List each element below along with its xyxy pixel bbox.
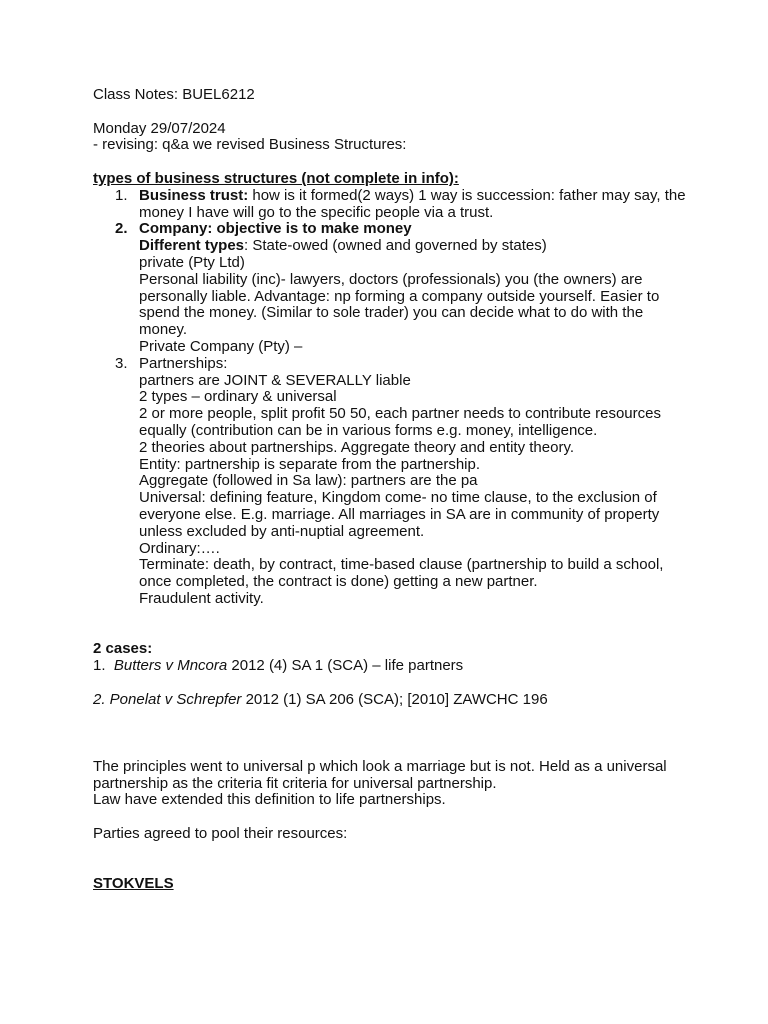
list-number: 1. <box>115 186 128 204</box>
principles-paragraph: The principles went to universal p which look a marriage but is not. Held as a universal partnership as the criteria fit criteria for universal partnership. <box>93 757 667 792</box>
partnership-line: partners are JOINT & SEVERALLY liable <box>139 371 411 389</box>
partnership-line: Aggregate (followed in Sa law): partners are the pa <box>139 472 478 490</box>
company-heading <box>139 221 693 238</box>
list-number: 3. <box>115 354 128 372</box>
list-item-business-trust <box>93 188 693 222</box>
partnership-line: 2 types – ordinary & universal <box>139 388 337 406</box>
partnership-line: Fraudulent activity. <box>139 589 264 607</box>
section-heading <box>93 171 693 188</box>
stokvels-heading-text: STOKVELS <box>93 875 174 893</box>
list-number: 2. <box>115 220 128 238</box>
law-line: Law have extended this definition to life partnerships. <box>93 791 446 809</box>
company-private: private (Pty Ltd) <box>139 253 245 271</box>
class-notes-title: Class Notes: BUEL6212 <box>93 86 255 103</box>
partnership-line: Terminate: death, by contract, time-based clause (partnership to build a school, once completed, the contract is done) getting a new partner. <box>139 556 664 591</box>
case-2-name: 2. Ponelat v Schrepfer <box>93 690 242 708</box>
section-heading-text: types of business structures (not complete in info): <box>93 169 459 187</box>
company-types <box>139 238 693 255</box>
business-trust-body: how is it formed(2 ways) 1 way is succession: father may say, the money I have will go to the specific people via a trust. <box>139 186 686 221</box>
date-line: Monday 29/07/2024 <box>93 119 226 137</box>
document-body <box>93 87 693 893</box>
partnership-line: 2 or more people, split profit 50 50, each partner needs to contribute resources equally (contribution can be in various forms e.g. money, intelligence. <box>139 405 661 439</box>
partnership-line: Universal: defining feature, Kingdom come- no time clause, to the exclusion of everyone else. E.g. marriage. All marriages in SA are in community of property unless excluded by anti-nuptial agreement. <box>139 489 660 540</box>
company-types-body: : State-owed (owned and governed by states) <box>244 237 547 255</box>
cases-heading <box>93 641 693 658</box>
list-item-company <box>93 221 693 355</box>
case-1-number: 1. <box>93 657 106 675</box>
business-trust-text <box>139 188 693 222</box>
case-1 <box>93 658 693 675</box>
case-1-name: Butters v Mncora <box>113 657 228 675</box>
company-heading-text: Company: objective is to make money <box>139 220 412 238</box>
list-item-partnerships <box>93 356 693 608</box>
revising-line: - revising: q&a we revised Business Structures: <box>93 136 407 154</box>
parties-line: Parties agreed to pool their resources: <box>93 825 348 843</box>
company-personal-liability: Personal liability (inc)- lawyers, doctors (professionals) you (the owners) are personally liable. Advantage: np forming a company outside yourself. Easier to spend the money. (Similar to sole trader) you can decide what to do with the money. <box>139 270 660 339</box>
company-types-label: Different types <box>139 237 245 255</box>
case-2 <box>93 692 693 709</box>
partnership-line: Ordinary:…. <box>139 539 220 557</box>
stokvels-heading <box>93 876 693 893</box>
partnership-line: 2 theories about partnerships. Aggregate theory and entity theory. <box>139 438 574 456</box>
partnerships-title: Partnerships: <box>139 354 228 372</box>
partnership-line: Entity: partnership is separate from the partnership. <box>139 455 481 473</box>
cases-heading-text: 2 cases: <box>93 640 153 658</box>
case-1-citation: 2012 (4) SA 1 (SCA) – life partners <box>227 657 464 675</box>
case-2-citation: 2012 (1) SA 206 (SCA); [2010] ZAWCHC 196 <box>241 690 548 708</box>
company-private-company: Private Company (Pty) – <box>139 337 303 355</box>
business-trust-label: Business trust: <box>139 186 249 204</box>
